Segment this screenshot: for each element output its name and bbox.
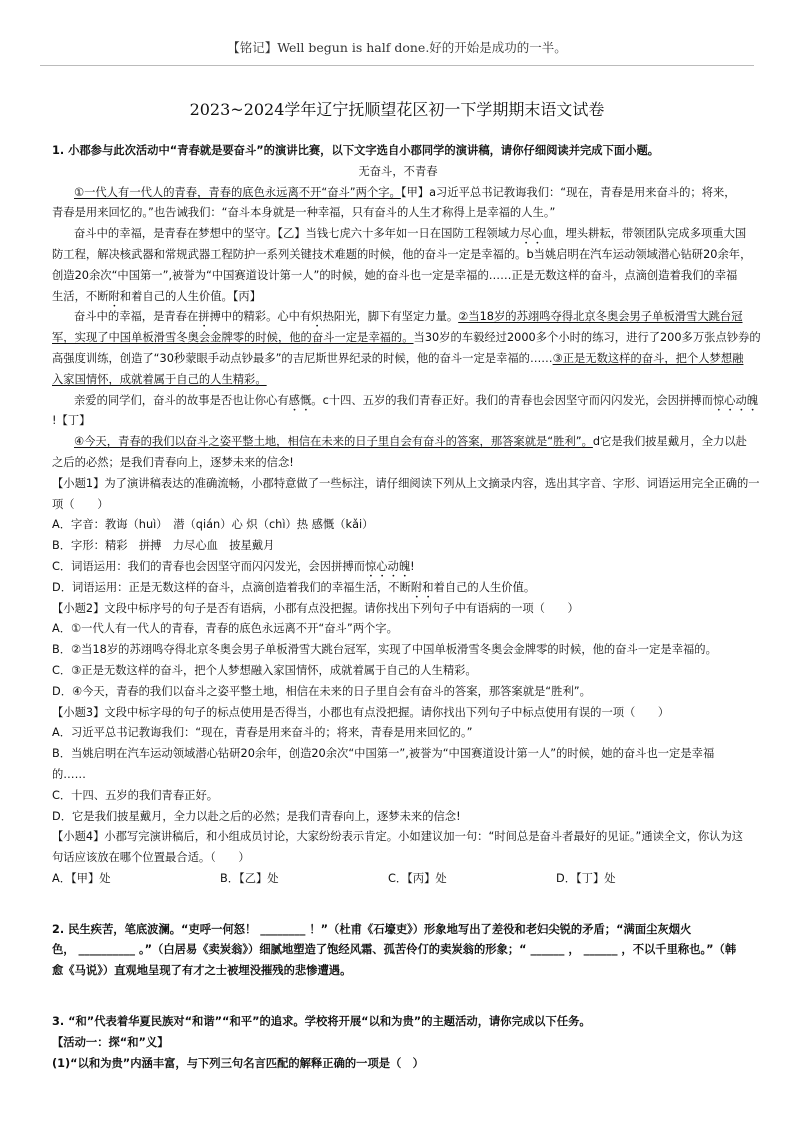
question-1-stem: 1. 小郡参与此次活动中“青春就是要奋斗”的演讲比赛，以下文字选自小郡同学的演讲稿，请你仔细阅读并完成下面小题。 xyxy=(52,144,660,157)
text-run: d它是我们披星戴月，全力以赴 xyxy=(592,435,747,449)
option-a: A．习近平总书记教诲我们：“现在，青春是用来奋斗的；将来，青春是用来回忆的。” xyxy=(52,726,473,740)
essay-paragraph-4 xyxy=(52,391,759,412)
dotted-word: 炽 xyxy=(311,310,323,324)
option-d xyxy=(52,578,744,599)
text-run: 血，埋头耕耘，带领团队完成多项重大国 xyxy=(542,227,747,241)
text-run: D．词语运用：正是无数这样的奋斗，点滴创造着我们的幸福生活，不断 xyxy=(52,580,411,594)
question-2-line: 愈《马说》）直观地呈现了有才之士被埋没摧残的悲惨遭遇。 xyxy=(52,964,352,978)
sub-question-3: 【小题3】文段中标字母的句子的标点使用是否得当，小郡也有点没把握。请你找出下列句子中标点使用有误的一项（ ） xyxy=(52,705,670,719)
essay-paragraph-4-line: !【丁】 xyxy=(52,414,91,428)
text-run: 高强度训练，创造了“30秒蒙眼手动点钞最多”的吉尼斯世界纪录的时候，他的奋斗一定是幸福的…… xyxy=(52,351,553,365)
sub-question-1-line: 项（ ） xyxy=(52,497,109,511)
dotted-word: 惊心动魄 xyxy=(364,559,411,573)
text-run: 亲爱的同学们，奋斗的故事是否也让你心有 xyxy=(74,393,289,407)
underlined-sentence-2: ②当18岁的苏翊鸣夺得北京冬奥会男子单板滑雪大跳台冠 xyxy=(458,310,743,324)
page-header-motto: 【铭记】Well begun is half done.好的开始是成功的一半。 xyxy=(227,40,567,55)
dotted-word: 感慨 xyxy=(288,393,312,407)
question-3-stem: 3. “和”代表着华夏民族对“和谐”“和平”的追求。学校将开展“以和为贵”的主题活动，请你完成以下任务。 xyxy=(52,1015,591,1029)
essay-paragraph-5 xyxy=(52,432,747,453)
option-a: A．①一代人有一代人的青春，青春的底色永远离不开“奋斗”两个字。 xyxy=(52,622,398,636)
essay-paragraph-2-line: 防工程，解决核武器和常规武器工程防护一系列关键技术难题的时候，他的奋斗一定是幸福的。b当姚启明在汽车运动领域潜心钻研20余年， xyxy=(52,247,752,261)
sub-question-4: 【小题4】小郡写完演讲稿后，和小组成员讨论，大家纷纷表示肯定。小如建议加一句：“时间总是奋斗者最好的见证。”通读全文，你认为这 xyxy=(52,830,744,844)
essay-paragraph-3-line xyxy=(52,370,744,391)
option-d: D．【丁】处 xyxy=(556,871,616,885)
text-run: 热阳光，脚下有坚定力量。 xyxy=(322,310,459,324)
text-run: 和着自己的人生价值。【丙】 xyxy=(119,289,262,303)
essay-paragraph-2-line: 创造20余次“中国第一”,被誉为“中国赛道设计第一人”的时候，她的奋斗也一定是幸福的……正是无数这样的奋斗，点滴创造着我们的幸福 xyxy=(52,268,738,282)
option-b-line: 的…… xyxy=(52,767,86,781)
option-c xyxy=(52,557,744,578)
exam-body xyxy=(52,141,761,1074)
text-run: C．词语运用：我们的青春也会因坚守而闪闪发光，会因拼搏而 xyxy=(52,559,365,573)
underlined-sentence-2: 军，实现了中国单板滑雪冬奥会金牌零的时候，他的奋斗一定是幸福的。 xyxy=(52,331,414,345)
essay-paragraph-3-line xyxy=(52,349,744,370)
question-2-line: 色， __________ 。”（白居易《卖炭翁》）细腻地塑造了饱经风霜、孤苦伶仃的卖炭翁的形象；“ ______ ， ______ ，不以千里称也。”（韩 xyxy=(52,943,737,957)
spacer xyxy=(52,890,744,920)
option-a: A．【甲】处 xyxy=(52,871,111,885)
text-run: 。c十四、五岁的我们青春正好。我们的青春也会因坚守而闪闪发光，会因拼搏而 xyxy=(311,393,713,407)
essay-paragraph-5-line: 之后的必然；是我们青春向上，逐梦未来的信念! xyxy=(52,455,294,469)
dotted-word: 尽心 xyxy=(520,227,543,241)
essay-paragraph-2-line xyxy=(52,287,744,308)
text-run: 奋斗中的幸福，是青春在梦想中的坚守。【乙】当钱七虎六十多年如一日在国防工程领域力 xyxy=(74,227,521,241)
text-run: 【甲】a习近平总书记教诲我们：“现在，青春是用来奋斗的；将来， xyxy=(400,185,736,199)
sub-question-2: 【小题2】文段中标序号的句子是否有语病，小郡有点没把握。请你找出下列句子中有语病的一项（ ） xyxy=(52,601,579,615)
dotted-word: 附 xyxy=(108,289,120,303)
dotted-word: 附和 xyxy=(410,580,434,594)
option-c: C．【丙】处 xyxy=(388,871,447,885)
option-d: D．它是我们披星戴月，全力以赴之后的必然；是我们青春向上，逐梦未来的信念! xyxy=(52,809,461,823)
option-b: B．【乙】处 xyxy=(220,871,279,885)
text-run: 着自己的人生价值。 xyxy=(433,580,536,594)
text-run: 奋斗中的幸福，是青春在 xyxy=(74,310,199,324)
essay-paragraph-3 xyxy=(52,307,744,328)
essay-paragraph-3-line xyxy=(52,328,761,349)
option-c: C．③正是无数这样的奋斗，把个人梦想融入家国情怀，成就着属于自己的人生精彩。 xyxy=(52,663,477,677)
essay-paragraph-1 xyxy=(52,183,744,204)
sub-question-1: 【小题1】为了演讲稿表达的准确流畅，小郡特意做了一些标注，请仔细阅读下列从上文摘录内容，选出其字音、字形、词语运用完全正确的一 xyxy=(52,476,760,490)
dotted-word: 惊心动魄 xyxy=(712,393,759,407)
exam-title: 2023~2024学年辽宁抚顺望花区初一下学期期末语文试卷 xyxy=(189,100,605,119)
option-b: B．当姚启明在汽车运动领域潜心钻研20余年，创造20余次“中国第一”,被誉为“中国赛道设计第一人”的时候，她的奋斗也一定是幸福 xyxy=(52,747,715,761)
essay-paragraph-2 xyxy=(52,224,747,245)
option-a: A．字音：教诲（huì） 潜（qián）心 炽（chì）热 感慨（kǎi） xyxy=(52,518,374,532)
option-c: C．十四、五岁的我们青春正好。 xyxy=(52,788,219,802)
underlined-sentence-3: ③正是无数这样的奋斗，把个人梦想融 xyxy=(552,351,744,365)
option-d: D．④今天，青春的我们以奋斗之姿平整土地，相信在未来的日子里自会有奋斗的答案，那答案就是“胜利”。 xyxy=(52,684,591,698)
activity-heading: 【活动一：探“和”义】 xyxy=(52,1035,169,1049)
dotted-word: 拼 xyxy=(198,310,210,324)
options-row xyxy=(52,869,744,890)
header-divider xyxy=(40,65,754,66)
text-run: 当30岁的车毅经过2000多个小时的练习，进行了200多万张点钞券的 xyxy=(413,331,761,345)
question-2-line: 2. 民生疾苦，笔底波澜。“吏呼一何怒！ ________ ！”（杜甫《石壕吏》）形象地写出了差役和老妇尖锐的矛盾；“满面尘灰烟火 xyxy=(52,922,692,936)
sub-question-4-line: 句话应该放在哪个位置最合适。（ ） xyxy=(52,851,250,865)
text-run: ! xyxy=(410,559,415,573)
spacer xyxy=(52,982,744,1012)
question-3-sub-1: (1)“以和为贵”内涵丰富，与下列三句名言匹配的解释正确的一项是（ ） xyxy=(52,1056,424,1070)
text-run: 搏中的精彩。心中有 xyxy=(209,310,312,324)
underlined-sentence-1: ①一代人有一代人的青春，青春的底色永远离不开“奋斗”两个字。 xyxy=(74,185,401,199)
essay-title: 无奋斗，不青春 xyxy=(358,164,438,178)
option-b: B．②当18岁的苏翊鸣夺得北京冬奥会男子单板滑雪大跳台冠军，实现了中国单板滑雪冬奥会金牌零的时候，他的奋斗一定是幸福的。 xyxy=(52,643,717,657)
underlined-sentence-3: 入家国情怀，成就着属于自己的人生精彩。 xyxy=(52,372,267,386)
underlined-sentence-4: ④今天，青春的我们以奋斗之姿平整土地，相信在未来的日子里自会有奋斗的答案，那答案就是“胜利”。 xyxy=(74,435,593,449)
text-run: 生活，不断 xyxy=(52,289,109,303)
option-b: B．字形：精彩 拼搏 力尽心血 披星戴月 xyxy=(52,539,275,553)
essay-paragraph-1-line: 青春是用来回忆的。”也告诫我们：“奋斗本身就是一种幸福，只有奋斗的人生才称得上是幸福的人生。” xyxy=(52,206,556,220)
